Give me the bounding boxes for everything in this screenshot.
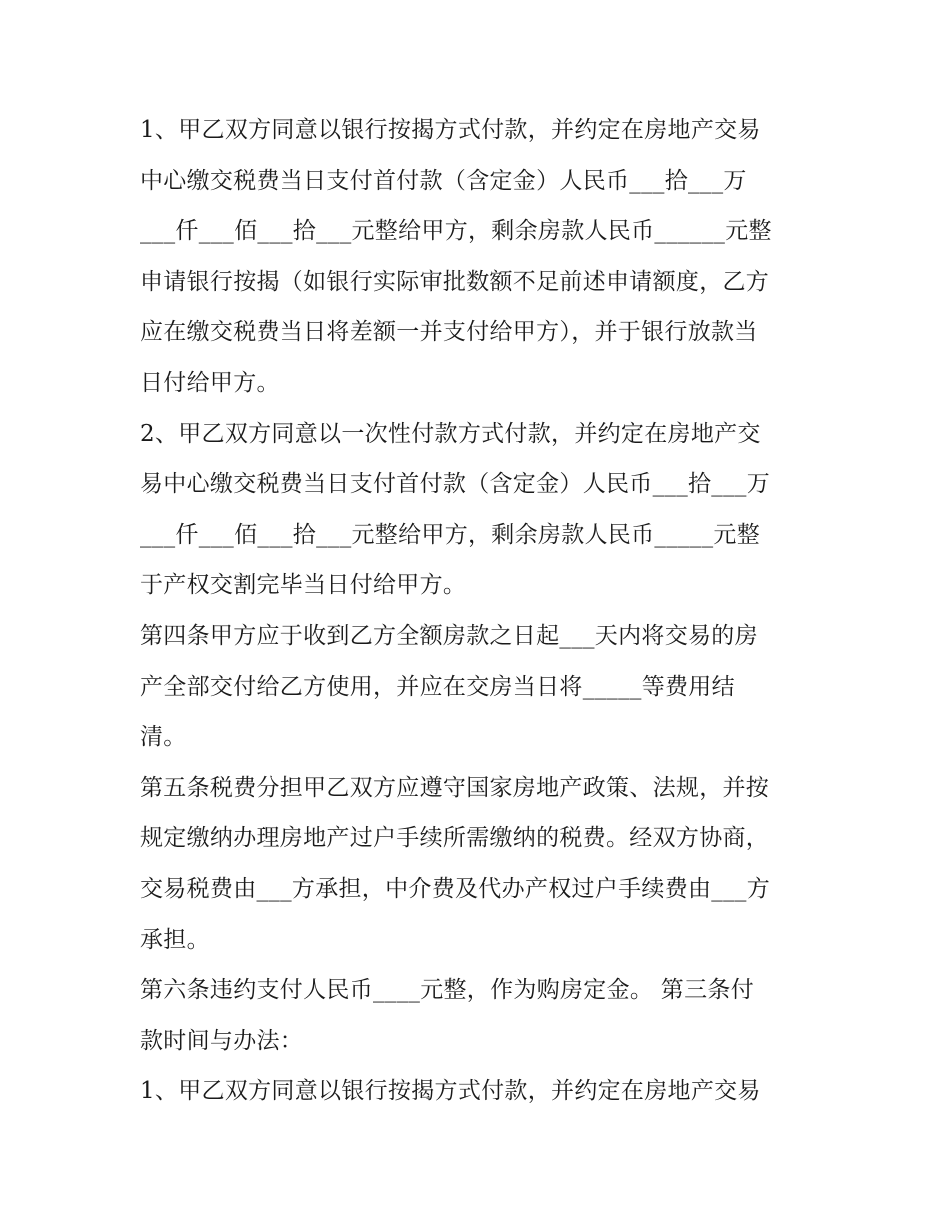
text-line: 产全部交付给乙方使用，并应在交房当日将_____等费用结	[140, 674, 735, 700]
text-line: ___仟___佰___拾___元整给甲方，剩余房款人民币______元整	[140, 218, 772, 244]
text-line: 规定缴纳办理房地产过户手续所需缴纳的税费。经双方协商，	[140, 825, 770, 851]
text-line: 于产权交割完毕当日付给甲方。	[140, 572, 467, 598]
text-line: 中心缴交税费当日支付首付款（含定金）人民币___拾___万	[140, 168, 747, 194]
text-line: 款时间与办法：	[140, 1028, 304, 1054]
text-line: 日付给甲方。	[140, 370, 280, 396]
text-line: 交易税费由___方承担，中介费及代办产权过户手续费由___方	[140, 876, 770, 902]
text-line: 承担。	[140, 927, 210, 953]
text-line: 易中心缴交税费当日支付首付款（含定金）人民币___拾___万	[140, 471, 770, 497]
text-line: 1、甲乙双方同意以银行按揭方式付款，并约定在房地产交易	[140, 117, 761, 143]
text-line: 第四条甲方应于收到乙方全额房款之日起___天内将交易的房	[140, 623, 758, 649]
text-line: 2、甲乙双方同意以一次性付款方式付款，并约定在房地产交	[140, 421, 761, 447]
text-line: 应在缴交税费当日将差额一并支付给甲方），并于银行放款当	[140, 319, 758, 345]
text-line: 申请银行按揭（如银行实际审批数额不足前述申请额度，乙方	[140, 269, 770, 295]
text-line: 第六条违约支付人民币____元整，作为购房定金。 第三条付	[140, 977, 755, 1003]
text-line: 1、甲乙双方同意以银行按揭方式付款，并约定在房地产交易	[140, 1078, 761, 1104]
text-line: ___仟___佰___拾___元整给甲方，剩余房款人民币_____元整	[140, 522, 760, 548]
text-line: 第五条税费分担甲乙双方应遵守国家房地产政策、法规，并按	[140, 775, 770, 801]
text-line: 清。	[140, 724, 187, 750]
